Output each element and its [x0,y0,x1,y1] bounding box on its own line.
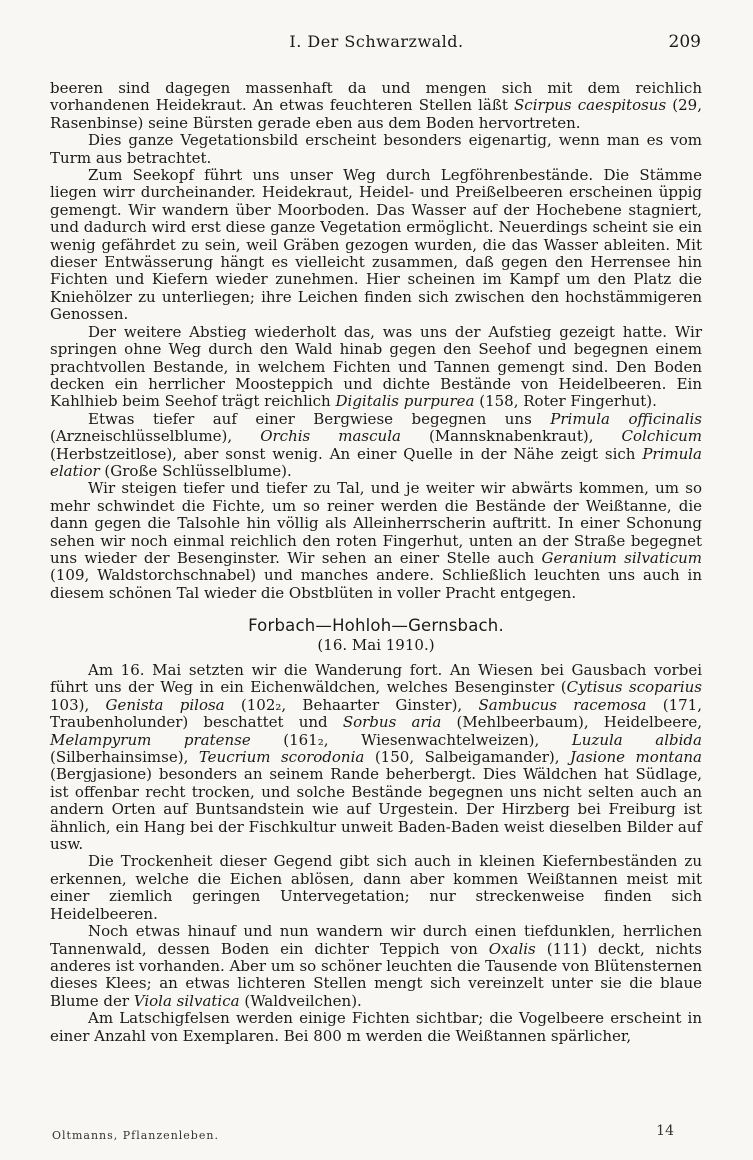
paragraph [50,480,702,602]
species-name: Melampyrum pratense [50,730,251,749]
text-run: (29, Rasenbinse) seine Bürsten gerade eben aus dem Boden hervortreten. [50,96,702,132]
species-name: Geranium silvaticum [541,548,702,567]
species-name: Cytisus scoparius [566,678,702,697]
text-run: Noch etwas hinauf und nun wandern wir durch einen tiefdunklen, herrlichen Tannenwald, dessen Boden ein dichter Teppich von [50,922,702,958]
page-number: 209 [668,32,701,52]
paragraph [50,411,702,481]
text-run: (111) deckt, nichts anderes ist vorhanden. Aber um so schöner leuchten die Tausende von Blütensternen dieses Klees; an etwas lichteren Stellen mengt sich vereinzelt unter sie die blaue Blume der [50,939,703,1010]
text-run: (Herbstzeitlose), aber sonst wenig. An einer Quelle in der Nähe zeigt sich [50,444,643,463]
species-name: Scirpus caespitosus [514,96,667,115]
species-name: Teucrium scorodonia [198,748,365,767]
text-run: (158, Roter Fingerhut). [474,392,657,411]
text-run: (Silberhainsimse), [50,748,199,767]
species-name: Sorbus aria [342,713,442,732]
paragraph [50,324,702,411]
species-name: Primula officinalis [550,409,702,428]
paragraph [50,662,702,853]
body-text [50,80,702,1045]
text-run: 103), [50,695,106,714]
species-name: Primula elatior [50,444,702,480]
section-date: (16. Mai 1910.) [317,635,435,654]
text-run: Am 16. Mai setzten wir die Wanderung fort. An Wiesen bei Gausbach vorbei führt uns der Weg in ein Eichenwäldchen, welches Besenginster ( [50,661,702,697]
page-footer [52,1123,704,1147]
species-name: Jasione montana [570,748,702,767]
text-run: (Mannsknabenkraut), [400,427,622,446]
text-run: (Arzneischlüsselblume), [50,427,261,446]
running-head [0,32,753,58]
text-run: (171, Traubenholunder) beschattet und [50,695,702,732]
text-run: Wir steigen tiefer und tiefer zu Tal, und je weiter wir abwärts kommen, um so mehr schwindet die Fichte, um so reiner werden die Bestände der Weißtanne, die dann gegen die Talsohle hin völlig als Alleinherrscherin auftritt. In einer Schonung sehen wir noch einmal reichlich den roten Fingerhut, unten an der Straße begegnet uns wieder der Besenginster. Wir sehen an einer Stelle auch [50,479,702,567]
paragraph [50,923,702,1010]
text-run: (109, Waldstorchschnabel) und manches andere. Schließlich leuchten uns auch in diesem schönen Tal wieder die Obstblüten in voller Pracht entgegen. [50,566,702,602]
paragraph [50,132,702,167]
text-run: Die Trockenheit dieser Gegend gibt sich auch in kleinen Kiefernbeständen zu erkennen, welche die Eichen ablösen, dann aber kommen Weißtannen meist mit einer ziemlich geringen Untervegetation; nur streckenweise finden sich Heidelbeeren. [50,852,702,923]
species-name: Digitalis purpurea [335,392,475,411]
species-name: Genista pilosa [105,695,225,714]
text-run: (Waldveilchen). [239,991,362,1010]
text-run: beeren sind dagegen massenhaft da und mengen sich mit dem reichlich vorhandenen Heidekraut. An etwas feuchteren Stellen läßt [50,79,702,115]
species-name: Orchis mascula [260,427,401,446]
species-name: Colchicum [621,427,702,446]
text-run: Am Latschigfelsen werden einige Fichten sichtbar; die Vogelbeere erscheint in einer Anzahl von Exemplaren. Bei 800 m werden die Weißtannen spärlicher, [50,1009,702,1045]
species-name: Luzula albida [571,730,702,749]
text-run: (Große Schlüsselblume). [99,461,292,480]
text-run: Zum Seekopf führt uns unser Weg durch Legföhrenbestände. Die Stämme liegen wirr durcheinander. Heidekraut, Heidel- und Preißelbeeren erscheinen üppig gemengt. Wir wandern über Moorboden. Das Wasser auf der Hochebene stagniert, und dadurch wird erst diese ganze Vegetation ermöglicht. Neuerdings scheint sie ein wenig gefährdet zu sein, weil Gräben gezogen wurden, die das Wasser ableiten. Mit dieser Entwässerung hängt es vielleicht zusammen, daß gegen den Herrensee hin Fichten und Kiefern wieder zunehmen. Hier scheinen im Kampf um den Platz die Kniehölzer zu unterliegen; ihre Leichen finden sich zwischen den hochstämmigeren Genossen. [50,166,702,324]
text-run: (150, Salbeigamander), [364,748,570,767]
text-run: (Mehlbeerbaum), Heidelbeere, [441,713,702,732]
species-name: Viola silvatica [133,991,240,1010]
paragraph [50,853,702,923]
species-name: Oxalis [488,939,536,958]
section-title: Forbach—Hohloh—Gernsbach. [248,616,504,636]
paragraph-continuation [50,80,702,132]
signature-mark: 14 [656,1123,674,1139]
text-run: (102₂, Behaarter Ginster), [224,695,479,714]
paragraph [50,1010,702,1045]
species-name: Sambucus racemosa [478,695,647,714]
text-run: Dies ganze Vegetationsbild erscheint besonders eigenartig, wenn man es vom Turm aus betrachtet. [50,131,702,167]
text-run: Etwas tiefer auf einer Bergwiese begegnen uns [88,409,551,428]
text-run: (Bergjasione) besonders an seinem Rande beherbergt. Dies Wäldchen hat Südlage, ist offenbar recht trocken, und solche Bestände begegnen uns nicht selten auch an andern Orten auf Buntsandstein wie auf Urgestein. Der Hirzberg bei Freiburg ist ähnlich, ein Hang bei der Fischkultur unweit Baden-Baden weist dieselben Bilder auf usw. [50,765,702,854]
footer-author: Oltmanns, Pflanzenleben. [52,1129,219,1142]
text-run: (161₂, Wiesenwachtelweizen), [250,730,572,749]
running-title: I. Der Schwarzwald. [289,32,464,51]
text-run: Der weitere Abstieg wiederholt das, was uns der Aufstieg gezeigt hatte. Wir springen ohne Weg durch den Wald hinab gegen den Seehof und begegnen einem prachtvollen Bestande, in welchem Fichten und Tannen gemengt sind. Den Boden decken ein herrlicher Moosteppich und dichte Bestände von Heidelbeeren. Ein Kahlhieb beim Seehof trägt reichlich [50,322,702,411]
paragraph [50,167,702,324]
